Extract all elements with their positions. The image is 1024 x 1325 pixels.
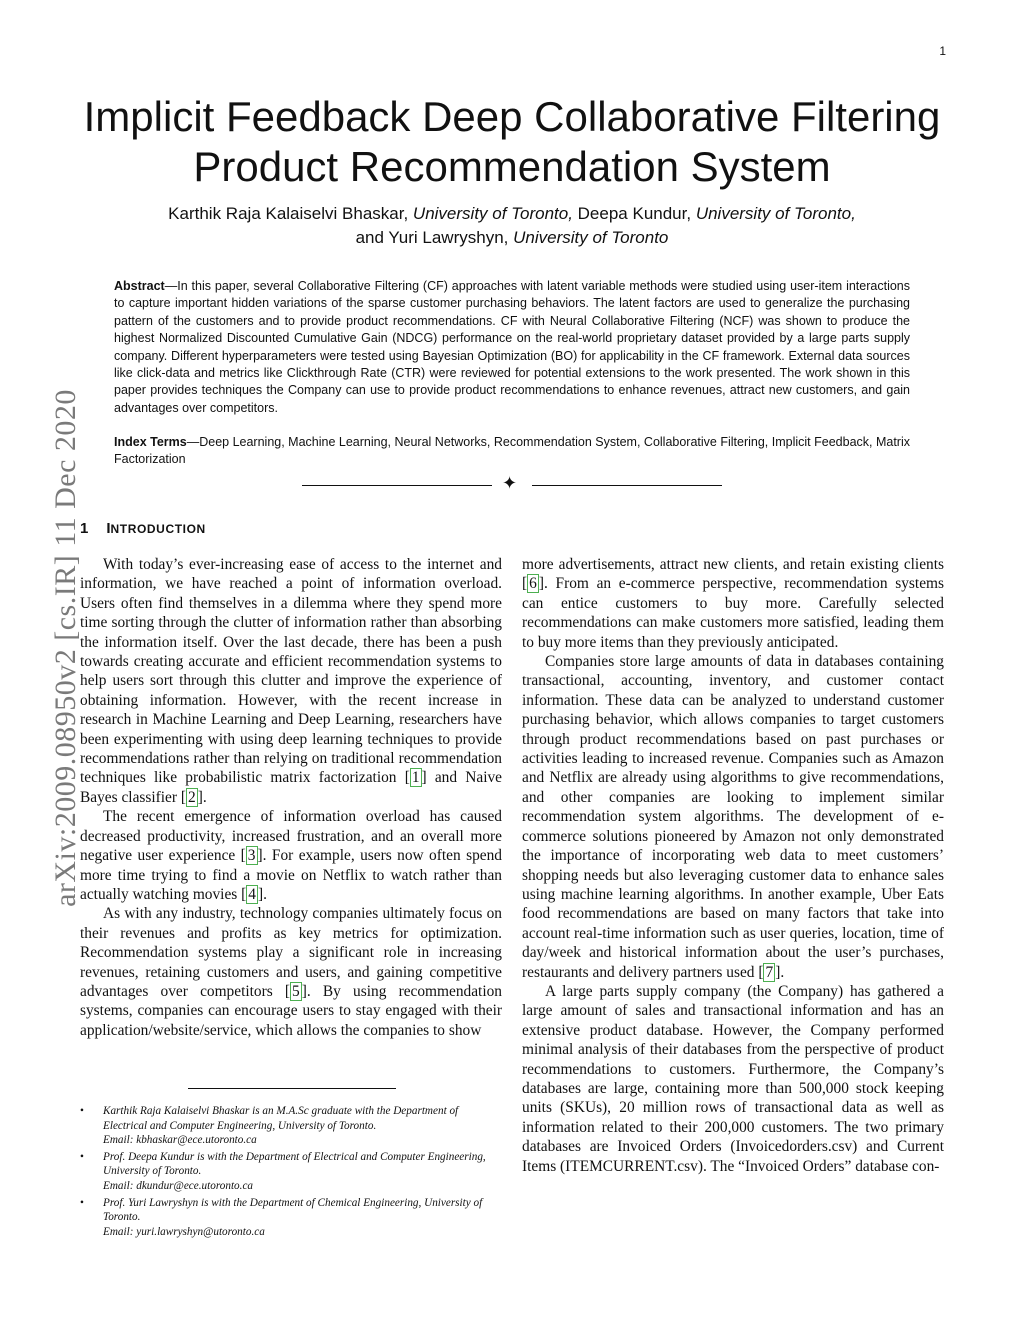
paragraph-text: The recent emergence of information overload has caused decreased productivity, increased frustration, and an overall more negative user experience [80,808,502,865]
title-line-2: Product Recommendation System [193,143,831,191]
author-3-name: and Yuri Lawryshyn, [355,227,509,247]
author-3-affiliation: University of Toronto [513,227,669,247]
section-title-initial: I [106,520,111,537]
body-column-left [80,555,502,1040]
divider-rule-left [302,485,492,486]
footnote-email: Email: yuri.lawryshyn@utoronto.ca [103,1225,265,1238]
citation-link[interactable]: 3 [247,847,256,865]
arxiv-identifier: arXiv:2009.08950v2 [cs.IR] 11 Dec 2020 [49,389,82,907]
paragraph: more advertisements, attract new clients, and retain existing clients [ 6 ]. From an e-commerce perspective, recommendation systems can entice customers to buy more. Carefully selected recommendations can make customers more satisfied, leading them to buy more items than they previously anticipated. [522,556,944,651]
paragraph-text: . For example, users now often spend more time trying to find a movie on Netflix to watch rather than actually watching movies [80,847,502,903]
footnote-item [80,1104,502,1148]
divider-rule-right [532,485,722,486]
abstract [114,278,910,417]
paragraph-text: . [263,885,267,903]
section-heading-introduction [80,520,206,537]
paragraph-text: . From an e-commerce perspective, recommendation systems can entice customers to buy more. Carefully selected recommendations can make customers more satisfied, leading them to buy more items than they previously anticipated. [522,575,944,651]
citation-link[interactable]: 5 [292,982,300,1000]
footnote-rule [188,1088,396,1089]
title-line-1: Implicit Feedback Deep Collaborative Filtering [83,93,941,140]
section-divider [302,473,722,494]
footnote-item [80,1196,502,1240]
footnote-email: Email: kbhaskar@ece.utoronto.ca [103,1134,257,1147]
bullet-icon: • [80,1105,84,1117]
paragraph-text: . [202,788,207,806]
author-2-affiliation: University of Toronto, [695,204,856,223]
citation-link[interactable]: 4 [248,885,256,903]
body-column-right [522,555,944,1176]
footnote-affiliation: Karthik Raja Kalaiselvi Bhaskar is an M.A.Sc graduate with the Department of Electrical and Computer Engineering, University of Toronto. [103,1105,459,1132]
paragraph-text: Companies store large amounts of data in databases containing transactional, accounting, inventory, and customer contact information. These data can be analyzed to understand customer purchasing behavior, which allows companies to target customers through product recommendations based on past purchases or activities leading to increased revenue. Companies such as Amazon and Netflix are already using algorithms to give recommendations, and other companies are looking to implement similar recommendation system algorithms. The development of e-commerce solutions pioneered by Amazon not only demonstrated the importance of incorporating web data to meet customers’ shopping needs but also leveraging customer data to enhance sales using machine learning algorithms. In another example, Uber Eats food recommendations are based on many factors that take into account real-time information such as user queries, location, time of day/week and historical information about the user’s purchases, restaurants and delivery partners used [522,653,944,981]
index-terms-text: —Deep Learning, Machine Learning, Neural Networks, Recommendation System, Collaborative Filtering, Implicit Feedback, Matrix Factorization [114,435,910,467]
page-number: 1 [939,44,946,58]
citation-link[interactable]: 6 [529,575,537,593]
author-list [80,202,944,250]
citation-link[interactable]: 2 [188,788,196,806]
index-terms [114,434,910,469]
footnote-item [80,1150,502,1194]
abstract-label: Abstract [114,279,165,293]
section-number: 1 [80,520,89,537]
paragraph-text: As with any industry, technology companies ultimately focus on their revenues and profits as key metrics for optimization. Recommendation systems play a significant role in increasing revenues, retaining customers and users, and gaining competitive advantages over competitors [80,905,502,1000]
bullet-icon: • [80,1196,84,1209]
paragraph-text: With today’s ever-increasing ease of access to the internet and information, we have reached a point of information overload. Users often find themselves in a dilemma where they spend more time sorting through the clutter of information rather than absorbing the information itself. Over the last decade, there has been a push towards creating accurate and efficient recommendation systems to help users sort through this clutter and improve the experience of obtaining information. However, with the recent increase in research in Machine Learning and Deep Learning, researchers have been experimenting with using deep learning techniques to provide recommendations rather than relying on traditional recommendation techniques like probabilistic matrix factorization [80,556,502,787]
paragraph: Companies store large amounts of data in databases containing transactional, accounting, inventory, and customer contact information. These data can be analyzed to understand customer purchasing behavior, which allows companies to target customers through product recommendations based on past purchases or activities leading to increased revenue. Companies such as Amazon and Netflix are already using algorithms to give recommendations, and other companies are looking to implement similar recommendation system algorithms. The development of e-commerce solutions pioneered by Amazon not only demonstrated the importance of incorporating web data to meet customers’ shopping needs but also leveraging customer data to enhance sales using machine learning algorithms. In another example, Uber Eats food recommendations are based on many factors that take into account real-time information such as user queries, location, time of day/week and historical information about the user’s purchases, restaurants and delivery partners used [ 7 ]. [522,653,944,981]
paragraph-text: more advertisements, attract new clients, and retain existing clients [522,556,944,573]
paragraph: As with any industry, technology companies ultimately focus on their revenues and profits as key metrics for optimization. Recommendation systems play a significant role in increasing revenues, retaining customers and users, and gaining competitive advantages over competitors [ 5 ]. By using recommendation systems, companies can encourage users to stay engaged with their application/website/service, which allows the companies to show [80,905,502,1039]
citation-link[interactable]: 1 [411,769,420,787]
citation-link[interactable]: 7 [765,963,774,981]
paragraph: A large parts supply company (the Company) has gathered a large amount of sales and transactional information and has an extensive product database. However, the Company performed minimal analysis of their databases from the perspective of product recommendations to customers. Furthermore, the Company’s databases are large, containing more than 500,000 stock keeping units (SKUs), 20 million rows of transactional data as well as information related to their 200,000 customers. The two primary databases are Invoiced Orders (Invoicedorders.csv) and Current Items (ITEMCURRENT.csv). The “Invoiced Orders” database con- [522,982,944,1175]
paper-title [80,92,944,193]
author-1-affiliation: University of Toronto, [412,204,573,223]
footnote-email: Email: dkundur@ece.utoronto.ca [103,1179,253,1192]
index-terms-label: Index Terms [114,435,187,449]
footnote-affiliation: Prof. Deepa Kundur is with the Department of Electrical and Computer Engineering, University of Toronto. [103,1150,486,1178]
paragraph-text: and Naive Bayes classifier [80,769,503,806]
abstract-text: —In this paper, several Collaborative Filtering (CF) approaches with latent variable methods were studied using user-item interactions to capture important hidden variations of the sparse customer purchasing behaviors. The latent factors are used to generalize the purchasing pattern of the customers and to provide product recommendations. CF with Neural Collaborative Filtering (NCF) was shown to produce the highest Normalized Discounted Cumulative Gain (NDCG) performance on the real-world proprietary dataset provided by a large parts supply company. Different hyperparameters were tested using Bayesian Optimization (BO) for applicability in the CF framework. External data sources like click-data and metrics like Clickthrough Rate (CTR) were reviewed for potential extensions to the work presented. The work shown in this paper provides techniques the Company can use to provide product recommendations to enhance revenues, attract new customers, and gain advantages over competitors. [114,279,910,415]
paragraph-text: . [780,963,785,981]
bullet-icon: • [80,1150,84,1163]
paragraph: With today’s ever-increasing ease of access to the internet and information, we have reached a point of information overload. Users often find themselves in a dilemma where they spend more time sorting through the clutter of information rather than absorbing the information itself. Over the last decade, there has been a push towards creating accurate and efficient recommendation systems to help users sort through this clutter and improve the experience of obtaining information. However, with the recent increase in research in Machine Learning and Deep Learning, researchers have been experimenting with using deep learning techniques to provide recommendations rather than relying on traditional recommendation techniques like probabilistic matrix factorization [ 1 ] and Naive Bayes classifier [ 2 ]. [80,556,503,806]
diamond-star-icon: ✦ [502,473,518,494]
footnote-affiliation: Prof. Yuri Lawryshyn is with the Department of Chemical Engineering, University of Toronto. [103,1196,483,1224]
author-1-name: Karthik Raja Kalaiselvi Bhaskar, [168,204,409,223]
author-2-name: Deepa Kundur, [577,204,692,223]
paragraph-text: . By using recommendation systems, companies can encourage users to stay engaged with their application/website/service, which allows the companies to show [80,982,502,1039]
paragraph: The recent emergence of information overload has caused decreased productivity, increased frustration, and an overall more negative user experience [ 3 ]. For example, users now often spend more time trying to find a movie on Netflix to watch rather than actually watching movies [ 4 ]. [80,808,502,903]
section-title-rest: NTRODUCTION [110,522,206,536]
footnotes [80,1104,502,1241]
